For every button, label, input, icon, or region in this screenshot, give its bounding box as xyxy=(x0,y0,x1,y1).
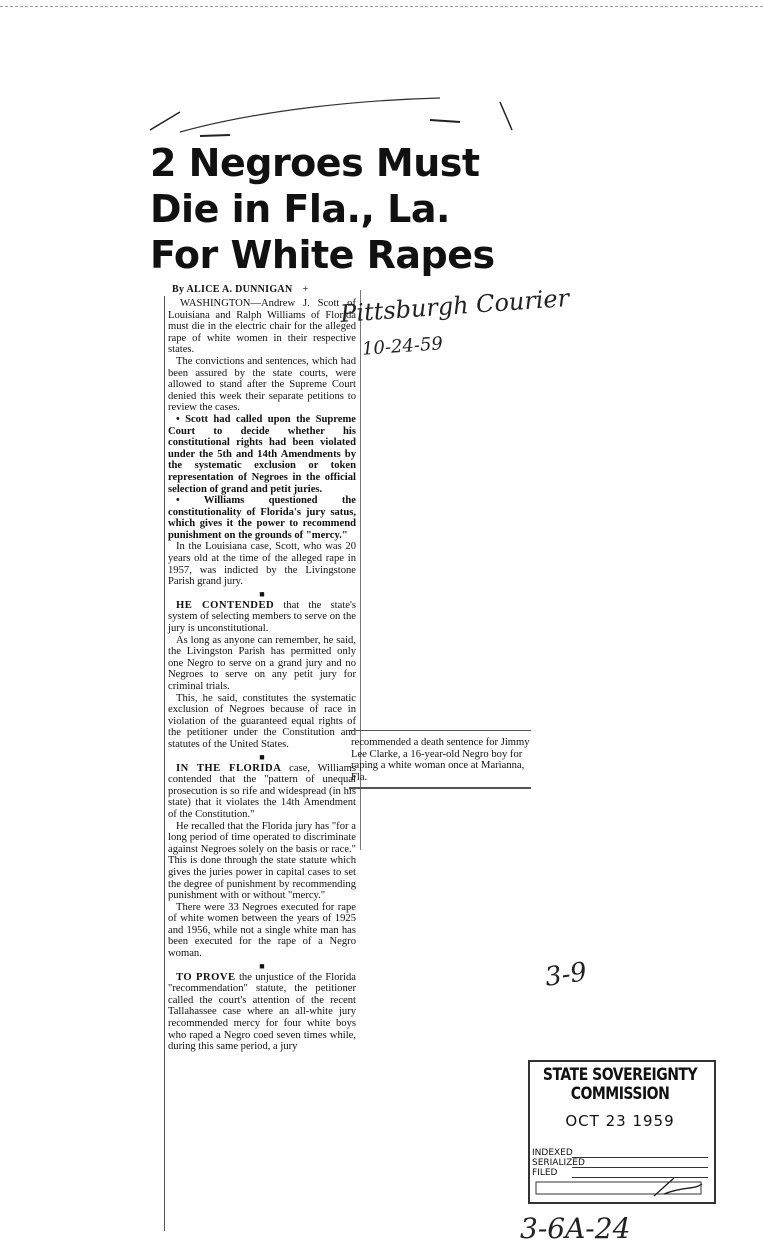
headline-line-2: Die in Fla., La. xyxy=(150,187,450,231)
paragraph-6 xyxy=(168,600,356,635)
article-column xyxy=(168,298,356,1053)
paragraph-6-text: that the state's system of selecting members to serve on the jury is unconstitutional. xyxy=(168,599,356,635)
handwritten-note: 3-9 xyxy=(543,957,589,993)
paragraph-5: In the Louisiana case, Scott, who was 20 years old at the time of the alleged rape in 1957, was indicted by the Livingstone Parish grand jury. xyxy=(168,541,356,588)
stamp-rule-1 xyxy=(572,1157,708,1158)
paragraph-6-caps: HE CONTENDED xyxy=(176,599,275,611)
paragraph-9-caps: IN THE FLORIDA xyxy=(176,762,282,774)
paragraph-10: He recalled that the Florida jury has "for a long period of time operated to discriminate against Negroes solely on the basis or race." This is done through the state statute which gives the juries power in capital cases to set the degree of punishment by recommending punishment with or without "mercy." xyxy=(168,820,356,902)
stamp-label-filed: FILED xyxy=(532,1168,558,1178)
article-headline xyxy=(150,140,510,278)
paragraph-3: • Scott had called upon the Supreme Court to decide whether his constitutional rights had been violated under the 5th and 14th Amendments by the systematic exclusion or token representation of Negroes in the official selection of grand and petit juries. xyxy=(168,413,356,495)
headline-line-1: 2 Negroes Must xyxy=(150,141,480,185)
paragraph-12-caps: TO PROVE xyxy=(176,971,236,983)
handwritten-paper-name: Pittsburgh Courier xyxy=(339,284,570,328)
separator-2: ■ xyxy=(259,751,265,762)
paragraph-8: This, he said, constitutes the systematic exclusion of Negroes because of race in violation of the guaranteed equal rights of the petitioner under the Constitution and statutes of the United States. xyxy=(168,692,356,750)
paragraph-12-text: the unjustice of the Florida "recommendation" statute, the petitioner called the court's attention of the recent Tallahassee case where an all-white jury recommended mercy for four white boys who raped a Negro coed seven times while, during this same period, a jury xyxy=(168,971,356,1053)
handwritten-file-number: 3-6A-24 xyxy=(520,1212,631,1245)
continued-snippet: recommended a death sentence for Jimmy Lee Clarke, a 16-year-old Negro boy for raping a white woman once at Marianna, Fla. xyxy=(349,730,531,789)
handwritten-date: 10-24-59 xyxy=(361,333,444,360)
stamp-date: OCT 23 1959 xyxy=(565,1112,675,1130)
paragraph-11: There were 33 Negroes executed for rape of white women between the years of 1925 and 1956, while not a single white man has been executed for the rape of a Negro woman. xyxy=(168,901,356,960)
stamp-title: STATE SOVEREIGNTY COMMISSION xyxy=(542,1065,698,1104)
separator-3: ■ xyxy=(259,960,265,971)
stamp-rule-2 xyxy=(572,1167,708,1168)
byline-mark: + xyxy=(302,284,309,295)
separator-1: ■ xyxy=(259,588,265,599)
byline xyxy=(172,284,308,295)
headline-line-3: For White Rapes xyxy=(150,233,495,277)
paragraph-4: • Williams questioned the constitutionality of Florida's jury satus, which gives it the power to recommend punishment on the grounds of "mercy." xyxy=(168,495,356,541)
paragraph-12 xyxy=(168,972,356,1053)
top-dashed-border xyxy=(0,6,763,7)
paragraph-7: As long as anyone can remember, he said, the Livingston Parish has permitted only one Negro to serve on a grand jury and no Negroes to serve on any petit jury for criminal trials. xyxy=(168,634,356,692)
byline-text: By ALICE A. DUNNIGAN xyxy=(172,284,293,295)
stamp-label-indexed: INDEXED xyxy=(532,1148,573,1158)
paragraph-1: WASHINGTON—Andrew J. Scott of Louisiana and Ralph Williams of Florida must die in the electric chair for the alleged rape of white women in their respective states. xyxy=(168,298,356,356)
paragraph-9-text: case, Williams contended that the "pattern of unequal prosecution is so rife and widespread (in his state) that it violates the 14th Amendment of the Constitution." xyxy=(168,762,356,820)
stamp-label-serialized: SERIALIZED xyxy=(532,1158,585,1168)
stamp-signature-scribble xyxy=(534,1176,706,1198)
column-left-rule xyxy=(164,296,165,1231)
paragraph-2: The convictions and sentences, which had been assured by the state courts, were allowed to stand after the Supreme Court denied this week their separate petitions to review the cases. xyxy=(168,355,356,414)
paragraph-9 xyxy=(168,763,356,821)
